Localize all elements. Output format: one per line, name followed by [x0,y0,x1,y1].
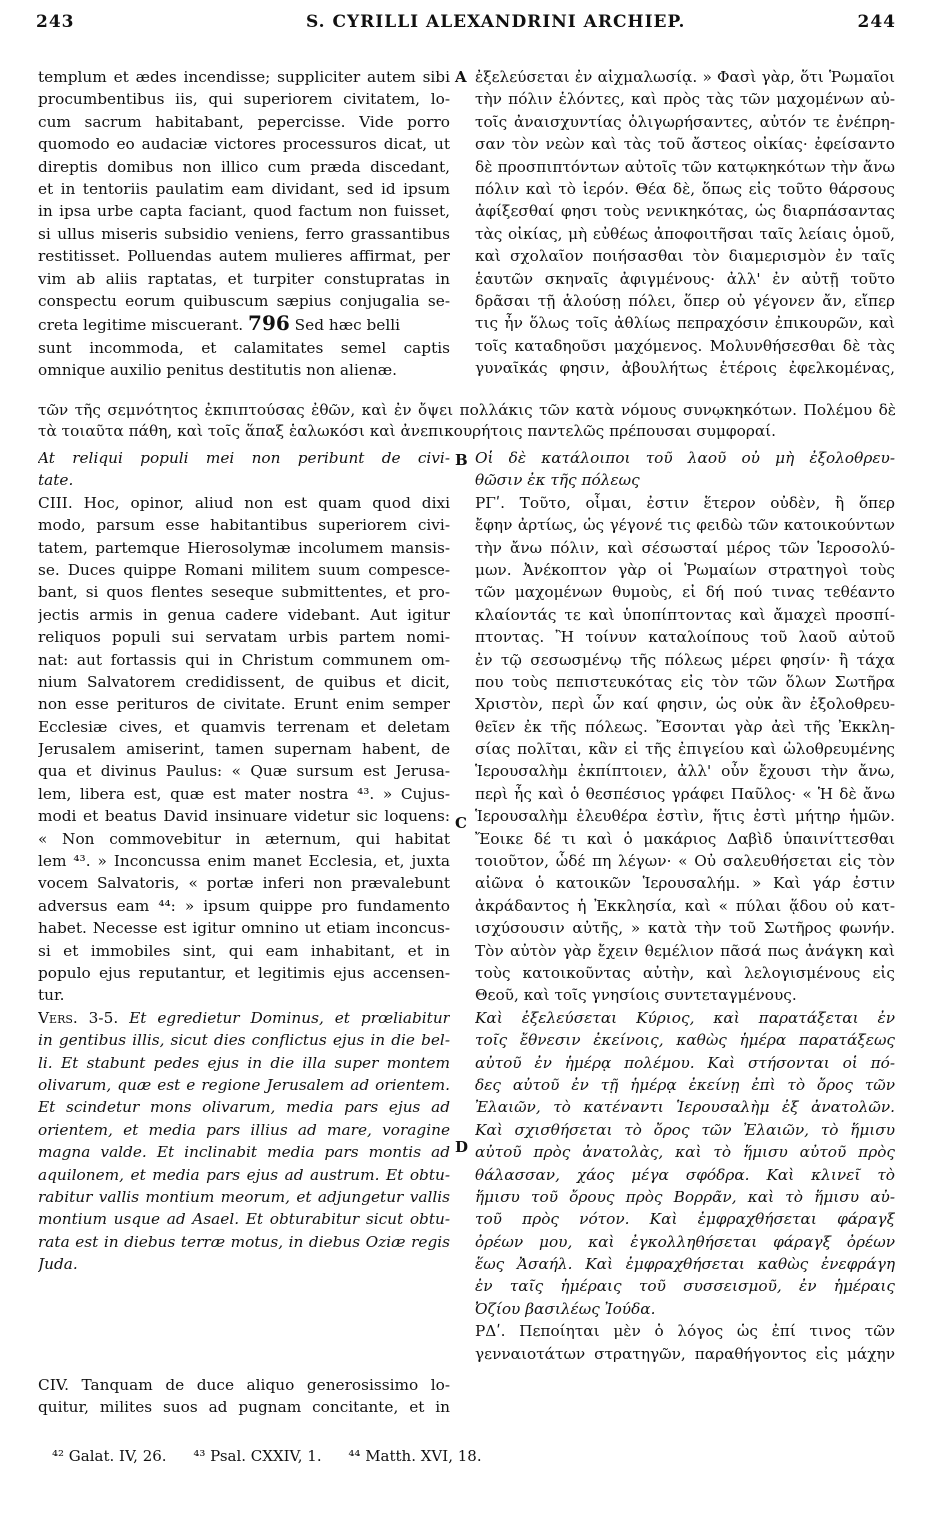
text-line: τὴν πόλιν ἑλόντες, καὶ πρὸς τὰς τῶν μαχομένων αὐ- [475,90,895,109]
text-line: quomodo eo audaciæ victores processuros dicat, ut [38,135,450,154]
text-line: τοῖς καταδηοῦσι μαχόμενος. Μολυνθήσεσθαι δὲ τὰς [475,336,895,355]
text-line: ισχύσουσιν αὐτῆς, » κατὰ τὴν τοῦ Σωτῆρος φωνήν. [475,919,895,938]
text-line: τοῦ πρὸς νότον. Καὶ ἐμφραχθήσεται φάραγξ [475,1210,895,1229]
text-line: τοὺς κατοικοῦντας αὐτὴν, καὶ λελογισμένους εἰς [475,964,895,982]
text-line: non esse perituros de civitate. Erunt enim semper [38,695,450,714]
text-line: Ἐλαιῶν, τὸ κατέναντι Ἱερουσαλὴμ ἐξ ἀνατολῶν. [475,1098,895,1117]
text-line: si ullus miseris subsidio veniens, ferro grassantibus [38,224,450,243]
text-line: καὶ σχολαῖον ποιήσασθαι τὸν διαμερισμὸν ἐν ταῖς [475,247,895,266]
text-line: rabitur vallis montium meorum, et adjungetur vallis [38,1187,450,1206]
text-line: Ἱερουσαλὴμ ἐλευθέρα ἐστὶν, ἥτις ἐστὶ μήτηρ ἡμῶν. [475,807,895,826]
text-line: δὲ προσπιπτόντων αὐτοῖς τῶν κατῳκηκότων τὴν ἄνω [475,157,895,176]
text-line: θάλασσαν, χάος μέγα σφόδρα. Καὶ κλινεῖ τὸ [475,1165,895,1184]
text-line: qua et divinus Paulus: « Quæ sursum est Jerusa- [38,762,450,781]
text-line: περὶ ἧς καὶ ὁ θεσπέσιος γράφει Παῦλος· « Ἡ δὲ ἄνω [475,784,895,803]
text-line: Ὀζίου βασιλέως Ἰούδα. [475,1299,656,1318]
text-line: τὰ τοιαῦτα πάθη, καὶ τοῖς ἅπαξ ἑαλωκόσι καὶ ἀνεπικουρήτοις παντελῶς πρέπουσαι συμφοραί. [38,422,777,440]
text-line: tur. [38,986,65,1005]
text-line: Jerusalem amiserint, tamen supernam habent, de [38,740,450,759]
text-line: cum sacrum habitabant, pepercisse. Vide porro [38,112,450,131]
text-line: ἔφην ἀρτίως, ὡς γέγονέ τις φειδὼ τῶν κατοικούντων [475,516,895,535]
text-segment: Et egredietur Dominus, et prœliabitur [118,1008,450,1027]
text-line: ἕως Ἀσαήλ. Καὶ ἐμφραχθήσεται καθὼς ἐνεφράγη [475,1255,895,1274]
column-marker-b: B [455,451,468,469]
text-line: vocem Salvatoris, « portæ inferi non prævalebunt [38,874,450,893]
text-line: δρᾶσαι τῇ ἁλούσῃ πόλει, ὅπερ οὐ γέγονεν ἄν, εἴπερ [475,291,895,310]
text-line: magna valde. Et inclinabit media pars montis ad [38,1143,450,1162]
text-line: δες αὐτοῦ ἐν τῇ ἡμέρᾳ ἐκείνῃ ἐπὶ τὸ ὄρος τῶν [475,1075,895,1094]
text-line: Θεοῦ, καὶ τοῖς γνησίοις συντεταγμένους. [475,986,797,1005]
text-line: omnique auxilio penitus destitutis non alienæ. [38,361,397,380]
text-line: ὀρέων μου, καὶ ἐγκολληθήσεται φάραγξ ὀρέων [475,1232,895,1251]
text-line: Ecclesiæ cives, et quamvis terrenam et deletam [38,717,450,736]
text-line: που τοὺς πεπιστευκότας εἰς τὸν τῶν ὅλων Σωτῆρα [475,672,895,691]
page-header [36,12,896,40]
column-marker-d: D [455,1138,469,1156]
text-line: Et scindetur mons olivarum, media pars ejus ad [38,1098,450,1117]
text-line: orientem, et media pars illius ad mare, voragine [38,1120,450,1139]
text-line: μων. Ἀνέκοπτον γὰρ οἱ Ῥωμαίων στρατηγοὶ τοὺς [475,560,895,579]
text-line: αὐτοῦ ἐν ἡμέρᾳ πολέμου. Καὶ στήσονται οἱ πό- [475,1053,895,1072]
text-line: σαν τὸν νεὼν καὶ τὰς τοῦ ἄστεος οἰκίας· ἐφείσαντο [475,135,895,154]
footnote: ⁴⁴ Matth. XVI, 18. [348,1447,482,1465]
text-line: ἐν ταῖς ἡμέραις τοῦ συσσεισμοῦ, ἐν ἡμέραις [475,1277,895,1296]
text-line: modi et beatus David insinuare videtur sic loquens: [38,807,450,826]
text-line: et in tentoriis paulatim eam dividant, sed id ipsum [38,179,450,198]
text-line: li. Et stabunt pedes ejus in die illa super montem [38,1053,450,1072]
text-line: Καὶ σχισθήσεται τὸ ὄρος τῶν Ἐλαιῶν, τὸ ἥμισυ [475,1120,895,1139]
column-marker-c: C [455,814,467,832]
text-line: τοιοῦτον, ὧδέ πη λέγων· « Οὐ σαλευθήσεται εἰς τὸν [475,852,895,871]
text-line: tate. [38,471,74,490]
text-line: si et immobiles sint, qui eam inhabitant, et in [38,941,450,960]
text-line: ΡΔʹ. Πεποίηται μὲν ὁ λόγος ὡς ἐπί τινος τῶν [475,1322,895,1341]
text-line: ἀφίξεσθαί φησι τοὺς νενικηκότας, ὡς διαρπάσαντας [475,202,895,221]
text-line: τῶν μαχομένων θυμοὺς, εἰ δή πού τινας τεθέαντο [475,583,895,602]
text-line: sunt incommoda, et calamitates semel captis [38,338,450,357]
text-line: γενναιοτάτων στρατηγῶν, παραθήγοντος εἰς μάχην [475,1344,895,1363]
text-line: αἰῶνα ὁ κατοικῶν Ἱερουσαλήμ. » Καὶ γάρ ἐστιν [475,874,895,893]
text-line: Ἔοικε δέ τι καὶ ὁ μακάριος Δαβὶδ ὑπαινίττεσθαι [475,829,895,848]
text-line: lem ⁴³. » Inconcussa enim manet Ecclesia, et, juxta [38,852,450,871]
footnote: ⁴² Galat. IV, 26. [52,1447,167,1465]
text-line: habet. Necesse est igitur omnino ut etiam inconcus- [38,919,450,938]
text-line: Ἱερουσαλὴμ ἐκπίπτοιεν, ἀλλ' οὖν ἔχουσι τὴν ἄνω, [475,762,895,781]
text-line: ἐν τῷ σεσωσμένῳ τῆς πόλεως μέρει φησίν· ἢ τάχα [475,650,895,669]
text-line: olivarum, quæ est e regione Jerusalem ad orientem. [38,1075,450,1094]
text-line: montium usque ad Asael. Et obturabitur sicut obtu- [38,1210,450,1229]
text-line: ἐξελεύσεται ἐν αἰχμαλωσίᾳ. » Φασὶ γὰρ, ὅτι Ῥωμαῖοι [475,68,895,86]
page-number-right: 244 [857,12,896,32]
running-title: S. CYRILLI ALEXANDRINI ARCHIEP. [306,12,686,32]
text-line: θῶσιν ἐκ τῆς πόλεως [475,471,640,490]
text-line: τὴν ἄνω πόλιν, καὶ σέσωσταί μέρος τῶν Ἱεροσολύ- [475,538,895,557]
footnotes [52,1447,852,1465]
text-line: lem, libera est, quæ est mater nostra ⁴³. » Cujus- [38,784,450,803]
verse-label: Vers. 3-5. [38,1008,119,1027]
latin-column-middle [38,447,450,1276]
text-line: αὐτοῦ πρὸς ἀνατολὰς, καὶ τὸ ἥμισυ αὐτοῦ πρὸς [475,1143,895,1162]
greek-column-middle [475,447,895,1365]
text-line: in gentibus illis, sicut dies conflictus ejus in die bel- [38,1031,450,1050]
text-line: ἑαυτῶν σκηναῖς ἀφιγμένους· ἀλλ' ἐν αὐτῇ τοῦτο [475,269,895,288]
text-line: modo, parsum esse habitantibus superiorem civi- [38,516,450,535]
column-marker-a: A [455,68,467,86]
text-line: Juda. [38,1255,78,1274]
text-line: « Non commovebitur in æternum, qui habitat [38,829,450,848]
text-line: τὰς οἰκίας, μὴ εὐθέως ἀποφοιτῆσαι ταῖς λείαις ὁμοῦ, [475,224,895,243]
text-line: restitisset. Polluendas autem mulieres affirmat, per [38,247,450,266]
text-line: in ipsa urbe capta faciant, quod factum non fuisset, [38,202,450,221]
text-line: θεῖεν ἐκ τῆς πόλεως. Ἔσονται γὰρ ἀεὶ τῆς Ἐκκλη- [475,717,895,736]
text-line [38,312,450,336]
text-line: conspectu eorum quibuscum sæpius conjugalia se- [38,291,450,310]
footnote: ⁴³ Psal. CXXIV, 1. [193,1447,322,1465]
text-line: rata est in diebus terræ motus, in diebus Oziæ regis [38,1232,450,1251]
text-line: τῶν τῆς σεμνότητος ἐκπιπτούσας ἐθῶν, καὶ ἐν ὄψει πολλάκις τῶν κατὰ νόμους συνῳκηκότων. Πολέμου δὲ [38,401,896,419]
text-line: σίας πολῖται, κἂν εἰ τῆς ἐπιγείου καὶ ὠλοθρευμένης [475,740,895,759]
latin-column-top [38,66,450,382]
text-line: τοῖς ἔθνεσιν ἐκείνοις, καθὼς ἡμέρα παρατάξεως [475,1031,895,1050]
full-width-text [38,400,896,442]
text-line: At reliqui populi mei non peribunt de civi- [38,449,450,467]
text-line: ΡΓʹ. Τοῦτο, οἶμαι, ἐστιν ἕτερον οὐδὲν, ἢ ὅπερ [475,493,895,512]
latin-column-bottom [38,1374,450,1419]
text-segment: creta legitime miscuerant. [38,316,244,335]
text-line: CIII. Hoc, opinor, aliud non est quam quod dixi [38,493,450,512]
text-line: πτοντας. Ἢ τοίνυν καταλοίπους τοῦ λαοῦ αὐτοῦ [475,628,895,647]
text-line [38,1007,450,1029]
text-line: ἥμισυ τοῦ ὄρους πρὸς Βορρᾶν, καὶ τὸ ἥμισυ αὐ- [475,1187,895,1206]
text-line: jectis armis in genua cadere videbant. Aut igitur [38,605,450,624]
text-line: templum et ædes incendisse; suppliciter autem sibi [38,68,450,86]
text-line: κλαίοντάς τε καὶ ὑποπίπτοντας καὶ ἄμαχεὶ προσπί- [475,605,895,624]
text-line: πόλιν καὶ τὸ ἱερόν. Θέα δὲ, ὅπως εἰς τοῦτο θάρσους [475,179,895,198]
text-line: Τὸν αὐτὸν γὰρ ἔχειν θεμέλιον πᾶσά πως ἀνάγκη καὶ [475,941,895,960]
text-line: Χριστὸν, περὶ ὧν καί φησιν, ὡς οὐκ ἂν ἐξολοθρευ- [475,695,895,714]
text-line: γυναῖκάς φησιν, ἀβουλήτως ἑτέροις ἐφελκομένας, [475,359,895,378]
column-number: 796 [248,312,290,336]
text-line: ἀκράδαντος ἡ Ἐκκλησία, καὶ « πύλαι ᾅδου οὐ κατ- [475,896,895,915]
text-segment: Sed hæc belli [289,316,401,335]
text-line: reliquos populi sui servatam urbis partem nomi- [38,628,450,647]
page-number-left: 243 [36,12,75,32]
text-line: CIV. Tanquam de duce aliquo generosissimo lo- [38,1376,450,1394]
greek-column-top [475,66,895,379]
text-line: quitur, milites suos ad pugnam concitante, et in [38,1398,450,1417]
text-line: Καὶ ἐξελεύσεται Κύριος, καὶ παρατάξεται ἐν [475,1008,895,1027]
text-line: τις ἦν ὅλως τοῖς ἀθλίως πεπραχόσιν ἐπικουρῶν, καὶ [475,314,895,333]
text-line: nium Salvatorem credidissent, de quibus et dicit, [38,672,450,691]
text-line: tatem, partemque Hierosolymæ incolumem mansis- [38,538,450,557]
text-line: bant, si quos flentes seseque submittentes, et pro- [38,583,450,602]
text-line: nat: aut fortassis qui in Christum communem om- [38,650,450,669]
text-line: aquilonem, et media pars ejus ad austrum. Et obtu- [38,1165,450,1184]
text-line: Οἱ δὲ κατάλοιποι τοῦ λαοῦ οὐ μὴ ἐξολοθρευ- [475,449,895,467]
text-line: adversus eam ⁴⁴: » ipsum quippe pro fundamento [38,896,450,915]
text-line: procumbentibus iis, qui superiorem civitatem, lo- [38,90,450,109]
text-line: vim ab aliis raptatas, et turpiter constupratas in [38,269,450,288]
text-line: τοῖς ἀναισχυντίας ὀλιγωρήσαντες, αὐτόν τε ἐνέπρη- [475,112,895,131]
text-line: populo ejus reputantur, et legitimis ejus accensen- [38,964,450,982]
text-line: direptis domibus non illico cum præda discedant, [38,157,450,176]
text-line: se. Duces quippe Romani militem suum compesce- [38,560,450,579]
